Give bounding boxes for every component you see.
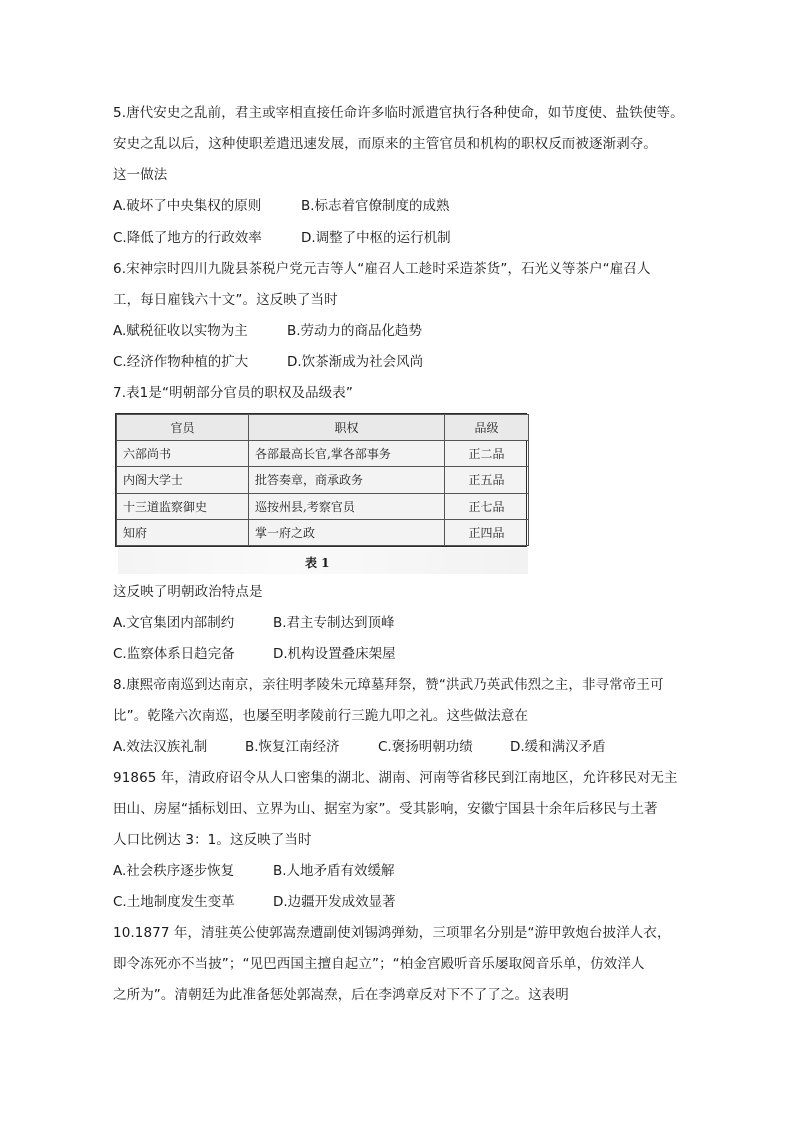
q10-line-1: 10.1877 年，清驻英公使郭嵩焘遭副使刘锡鸿弹劾，三项罪名分别是“游甲敦炮台披洋人衣， <box>113 925 671 941</box>
q5-line-2: 安史之乱以后，这种使职差遣迅速发展，而原来的主管官员和机构的职权反而被逐渐剥夺。 <box>113 136 657 152</box>
q7-option-b: B.君主专制达到顶峰 <box>273 615 395 631</box>
table-header-official: 官员 <box>117 415 249 441</box>
q6-option-a: A.赋税征收以实物为主 <box>113 323 248 339</box>
q8-option-a: A.效法汉族礼制 <box>113 739 208 755</box>
q5-option-c: C.降低了地方的行政效率 <box>113 230 262 246</box>
table-row <box>117 493 529 519</box>
table-cell: 正七品 <box>445 493 529 519</box>
table-caption: 表 1 <box>305 556 330 570</box>
q6-line-2: 工，每日雇钱六十文”。这反映了当时 <box>113 292 338 308</box>
q6-line-1: 6.宋神宗时四川九陇县茶税户党元吉等人“雇召人工趁时采造茶货”，石光义等茶户“雇召人 <box>113 261 651 277</box>
table-cell: 批答奏章，商承政务 <box>249 467 445 493</box>
table-cell: 六部尚书 <box>117 441 249 467</box>
table-row <box>117 441 529 467</box>
q9-line-2: 田山、房屋“插标划田、立界为山、据室为家”。受其影响，安徽宁国县十余年后移民与土著 <box>113 801 658 817</box>
q9-option-b: B.人地矛盾有效缓解 <box>273 863 395 879</box>
q6-option-b: B.劳动力的商品化趋势 <box>287 323 423 339</box>
q9-line-3: 人口比例达 3：1。这反映了当时 <box>113 832 312 848</box>
q5-option-d: D.调整了中枢的运行机制 <box>301 230 451 246</box>
q7-option-d: D.机构设置叠床架屋 <box>273 646 396 662</box>
table-row <box>117 467 529 493</box>
q8-option-c: C.褒扬明朝功绩 <box>378 739 473 755</box>
table-header-authority: 职权 <box>249 415 445 441</box>
table-cell: 正二品 <box>445 441 529 467</box>
table-cell: 各部最高长官,掌各部事务 <box>249 441 445 467</box>
table-cell: 正五品 <box>445 467 529 493</box>
q5-line-3: 这一做法 <box>113 167 168 183</box>
table-cell: 知府 <box>117 519 249 545</box>
q9-line-1: 91865 年，清政府诏令从人口密集的湖北、湖南、河南等省移民到江南地区，允许移民对无主 <box>113 770 678 786</box>
q7-option-a: A.文官集团内部制约 <box>113 615 235 631</box>
q5-line-1: 5.唐代安史之乱前，君主或宰相直接任命许多临时派遣官执行各种使命，如节度使、盐铁使等。 <box>113 105 684 121</box>
table-cell: 掌一府之政 <box>249 519 445 545</box>
table-cell: 巡按州县,考察官员 <box>249 493 445 519</box>
q7-option-c: C.监察体系日趋完备 <box>113 646 235 662</box>
q9-option-a: A.社会秩序逐步恢复 <box>113 863 235 879</box>
q10-line-2: 即令冻死亦不当披”；“见巴西国主擅自起立”；“柏金宫殿听音乐屡取阅音乐单，仿效洋人 <box>113 956 645 972</box>
q5-option-a: A.破坏了中央集权的原则 <box>113 198 262 214</box>
q9-option-d: D.边疆开发成效显著 <box>273 894 396 910</box>
table-cell: 十三道监察御史 <box>117 493 249 519</box>
q8-option-d: D.缓和满汉矛盾 <box>510 739 606 755</box>
q7-after-line: 这反映了明朝政治特点是 <box>113 584 263 600</box>
table-header-rank: 品级 <box>445 415 529 441</box>
q7-line-1: 7.表1是“明朝部分官员的职权及品级表” <box>113 385 353 401</box>
table-row <box>117 519 529 545</box>
q8-line-2: 比”。乾隆六次南巡，也屡至明孝陵前行三跪九叩之礼。这些做法意在 <box>113 708 529 724</box>
q6-option-c: C.经济作物种植的扩大 <box>113 354 249 370</box>
q6-option-d: D.饮茶渐成为社会风尚 <box>287 354 424 370</box>
table-cell: 内阁大学士 <box>117 467 249 493</box>
q9-option-c: C.土地制度发生变革 <box>113 894 235 910</box>
table-cell: 正四品 <box>445 519 529 545</box>
q8-option-b: B.恢复江南经济 <box>245 739 340 755</box>
officials-table <box>115 413 527 547</box>
q5-option-b: B.标志着官僚制度的成熟 <box>301 198 450 214</box>
q8-line-1: 8.康熙帝南巡到达南京，亲往明孝陵朱元璋墓拜祭，赞“洪武乃英武伟烈之主，非寻常帝王可 <box>113 677 664 693</box>
q10-line-3: 之所为”。清朝廷为此准备惩处郭嵩焘，后在李鸿章反对下不了了之。这表明 <box>113 987 569 1003</box>
